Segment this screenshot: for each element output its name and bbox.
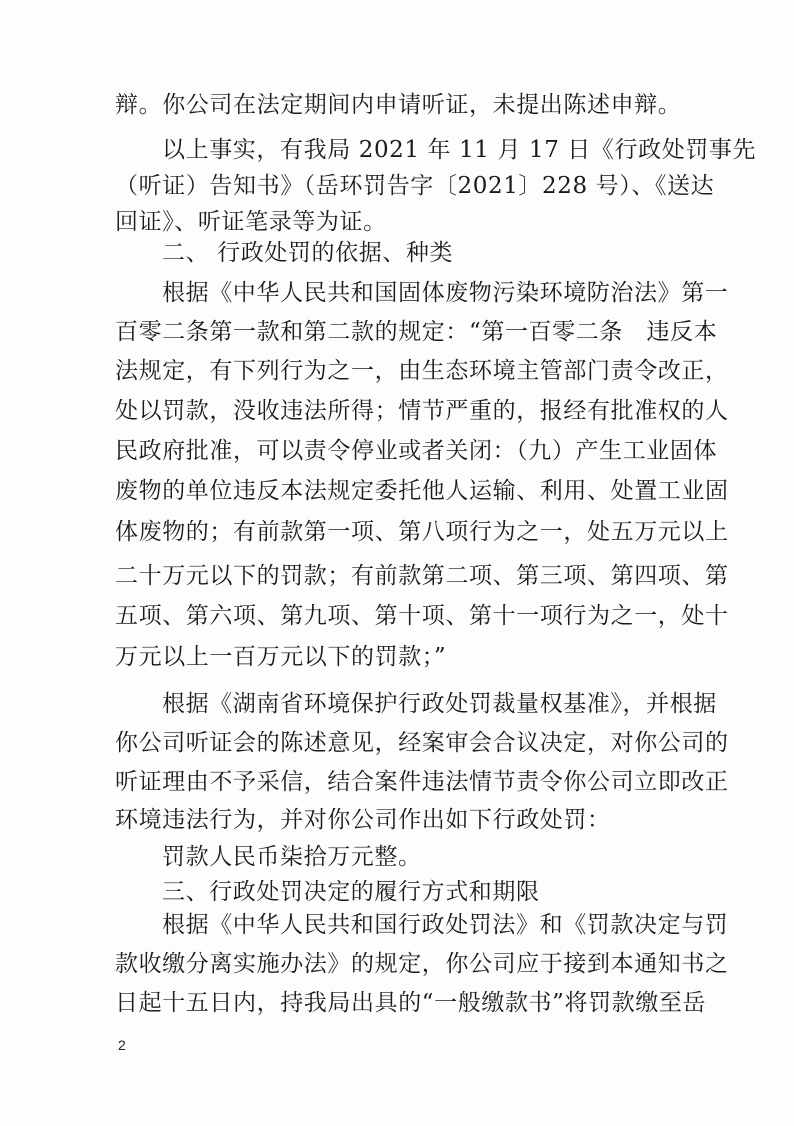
paragraph-line: 你公司听证会的陈述意见，经案审会合议决定，对你公司的 — [115, 730, 729, 756]
paragraph-line: 体废物的；有前款第一项、第八项行为之一，处五万元以上 — [115, 519, 729, 545]
penalty-line: 罚款人民币柒拾万元整。 — [162, 844, 422, 870]
paragraph-line: 百零二条第一款和第二款的规定：“第一百零二条 违反本 — [115, 319, 718, 345]
paragraph-line: 根据《中华人民共和国行政处罚法》和《罚款决定与罚 — [162, 912, 729, 938]
page-number: 2 — [118, 1037, 126, 1053]
paragraph-line: 民政府批准，可以责令停业或者关闭：（九）产生工业固体 — [115, 438, 718, 464]
section-heading: 三、行政处罚决定的履行方式和期限 — [162, 879, 540, 905]
section-heading: 二、 行政处罚的依据、种类 — [162, 240, 454, 266]
paragraph-line: 日起十五日内，持我局出具的“一般缴款书”将罚款缴至岳 — [115, 990, 707, 1016]
paragraph-line: 根据《湖南省环境保护行政处罚裁量权基准》，并根据 — [162, 691, 717, 717]
paragraph-line: 听证理由不予采信，结合案件违法情节责令你公司立即改正 — [115, 769, 729, 795]
paragraph-line: 法规定，有下列行为之一，由生态环境主管部门责令改正， — [115, 358, 729, 384]
paragraph-line: 辩。你公司在法定期间内申请听证，未提出陈述申辩。 — [115, 92, 682, 118]
paragraph-line: （听证）告知书》（岳环罚告字〔2021〕228 号）、《送达 — [115, 173, 715, 199]
paragraph-line: 废物的单位违反本法规定委托他人运输、利用、处置工业固 — [115, 478, 729, 504]
paragraph-line: 处以罚款，没收违法所得；情节严重的，报经有批准权的人 — [115, 398, 729, 424]
paragraph-line: 二十万元以下的罚款；有前款第二项、第三项、第四项、第 — [115, 563, 729, 589]
paragraph-line: 款收缴分离实施办法》的规定，你公司应于接到本通知书之 — [115, 951, 729, 977]
paragraph-line: 根据《中华人民共和国固体废物污染环境防治法》第一 — [162, 280, 729, 306]
paragraph-line: 五项、第六项、第九项、第十项、第十一项行为之一，处十 — [115, 603, 729, 629]
paragraph-line: 以上事实，有我局 2021 年 11 月 17 日《行政处罚事先 — [162, 137, 757, 163]
paragraph-line: 回证》、听证笔录等为证。 — [115, 209, 387, 235]
paragraph-line: 环境违法行为，并对你公司作出如下行政处罚： — [115, 807, 611, 833]
paragraph-line: 万元以上一百万元以下的罚款；” — [115, 644, 447, 670]
